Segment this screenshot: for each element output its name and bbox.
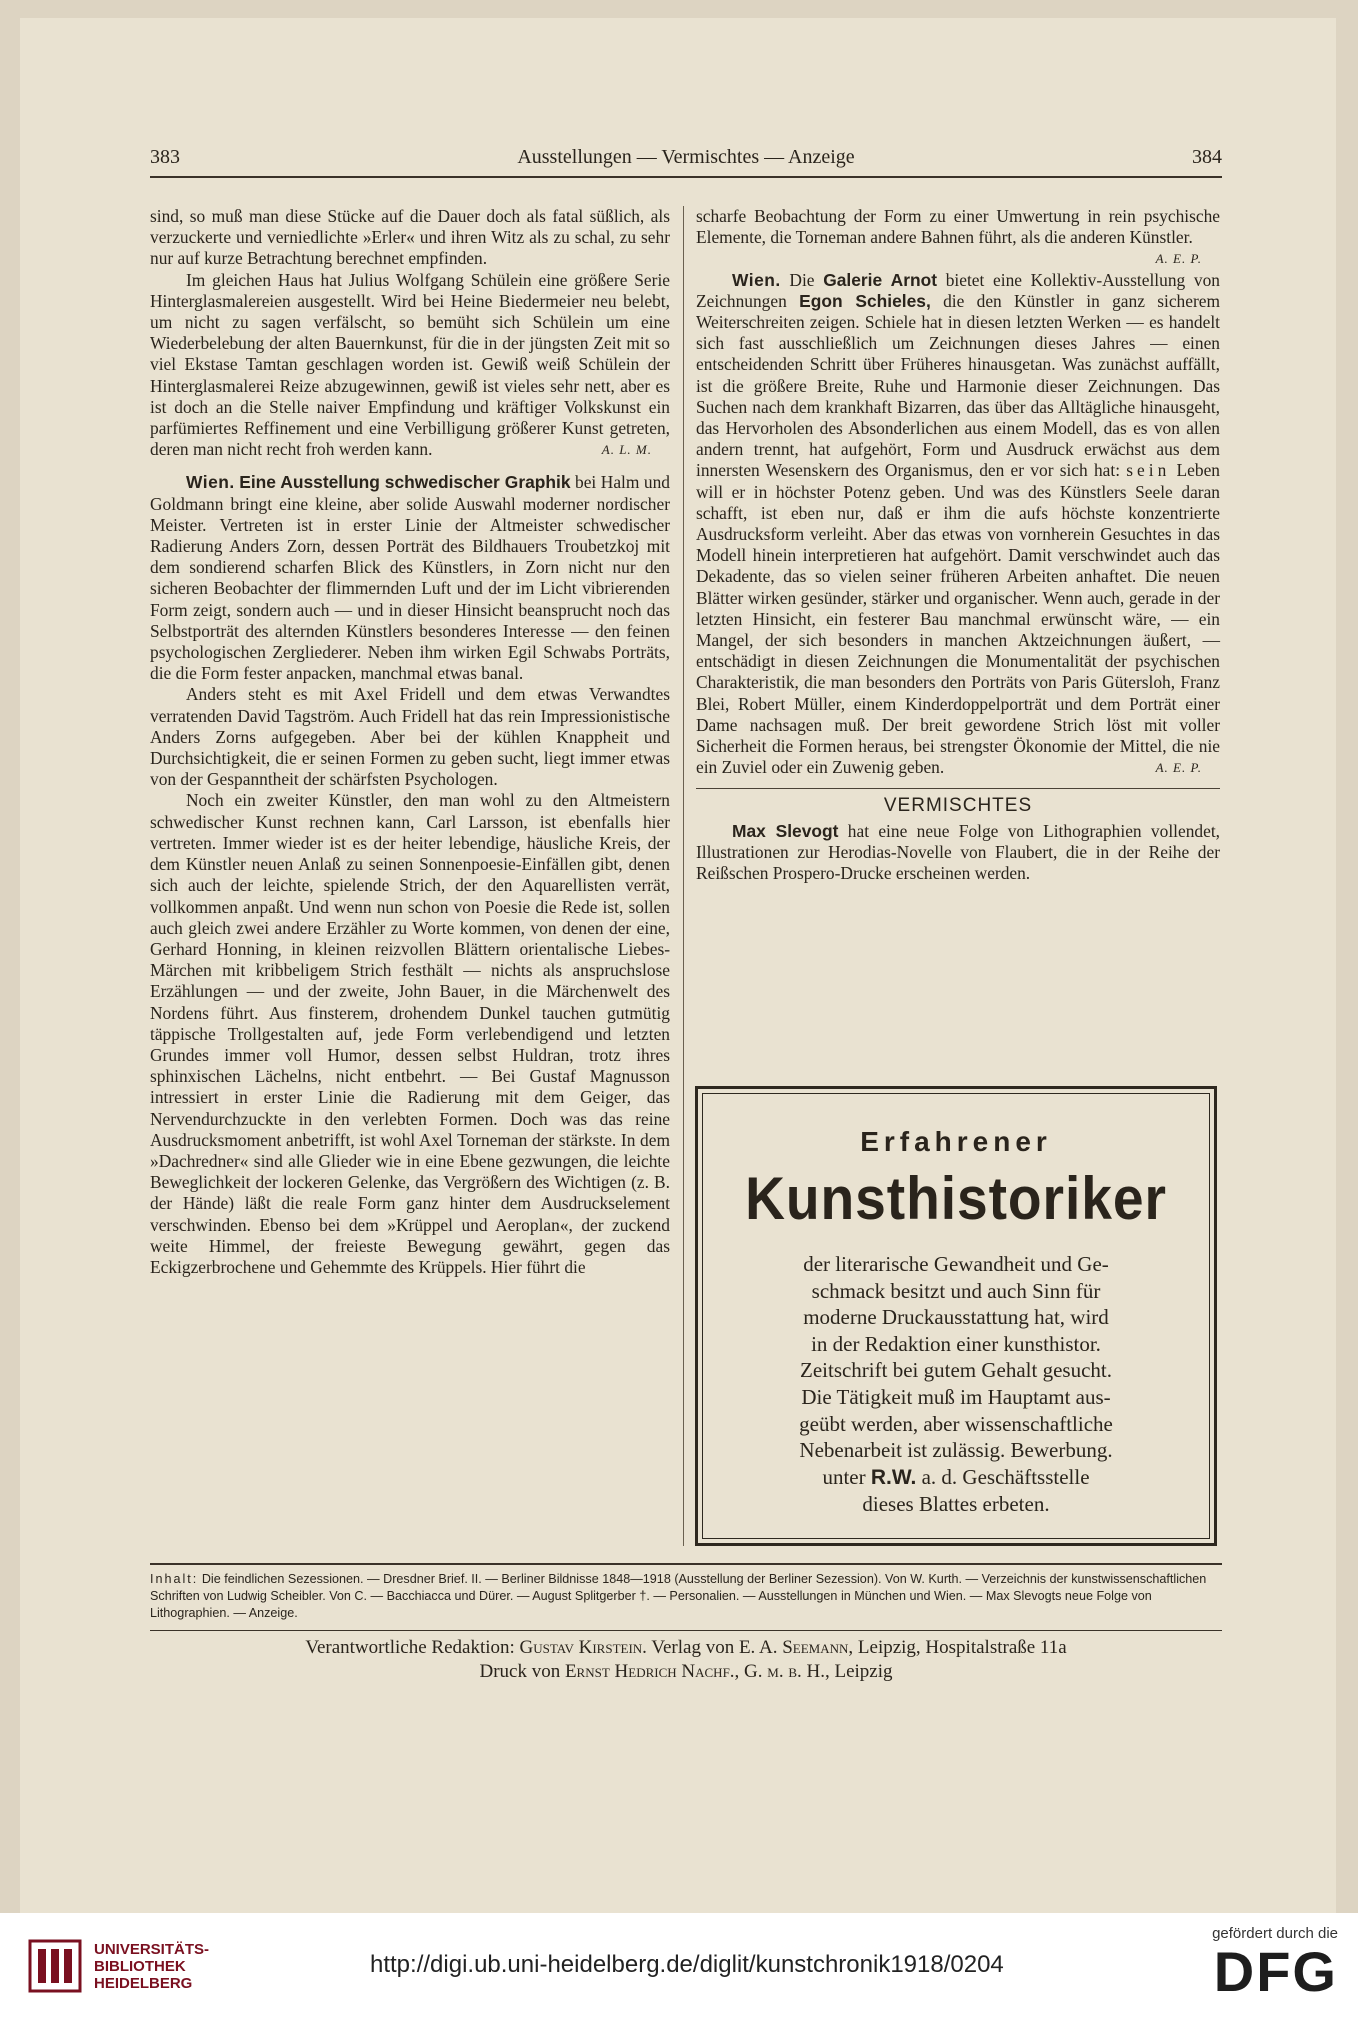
ad-line: der literarische Gewandheit und Ge-: [803, 1252, 1109, 1276]
artist-name: Max Slevogt: [732, 820, 839, 841]
table-of-contents: [150, 1563, 1222, 1622]
library-name: UNIVERSITÄTS- BIBLIOTHEK HEIDELBERG: [94, 1940, 210, 1992]
advertisement-inner-frame: [702, 1093, 1210, 1539]
publisher-name: E. A. Seemann,: [738, 1637, 854, 1658]
ad-line: Die Tätigkeit muß im Hauptamt aus-: [801, 1384, 1111, 1409]
artist-name: Egon Schieles,: [799, 290, 931, 311]
page-number-left: 383: [150, 146, 180, 168]
paragraph: Anders steht es mit Axel Fridell und dem etwas Verwandtes verratenden David Tagström. Auch Fridell hat das rein Impressionistische Anders Zorns aufgegeben. Aber bei der kühlen Knappheit und Durchsichtigkeit, die er seinen Formen zu geben sucht, liegt immer etwas von der Gespanntheit der schärfsten Psychologen.: [150, 684, 670, 790]
paragraph: Noch ein zweiter Künstler, den man wohl zu den Altmeistern schwedischer Kunst rechnen kann, Carl Larsson, ist ebenfalls hier vertreten. Immer wieder ist es der heiter lebendige, häusliche Kreis, der dem Künstler neuen Anlaß zu seinen Sonnenpoesie-Einfällen gibt, denen sich auch der leichte, spielende Strich, der den Aquarellisten verrät, vollkommen anpaßt. Und wenn nun schon von Poesie die Rede ist, sollen auch gleich zwei andere Erzähler zu Worte kommen, von denen der eine, Gerhard Honning, in kleinen reizvollen Blättern orientalische Liebes-Märchen mit kribbeligem Strich festhält — nichts als anspruchslose Erzählungen — und der zweite, John Bauer, in die Märchenwelt des Nordens führt. Aus finsterem, drohendem Dunkel tauchen gutmütig täppische Trollgestalten auf, jede Form verlebendigend und letzten Grundes immer voll Humor, dessen selbst Huldran, trotz ihres sphinxischen Lächelns, nicht entbehrt. — Bei Gustaf Magnusson intressiert in erster Linie die Radierung mit dem Geiger, das Nervendurchzuckte in den verlebten Formen. Doch was das reine Ausdrucksmoment anbetrifft, ist wohl Axel Torneman der stärkste. In dem »Dachredner« sind alle Glieder wie in eine Ebene gezwungen, die leichte Beweglichkeit der lockeren Gelenke, das Vergrößern des Wichtigen (z. B. der Hände) läßt die reale Form ganz hinter dem Ausdruckselement verschwinden. Ebenso bei dem »Krüppel und Aeroplan«, der zuckend weite Himmel, der freieste Bewegung gewährt, gegen das Eckigzerbrochene und Gehemmte des Krüppels. Hier führt die: [150, 790, 670, 1277]
advertisement-box: [695, 1086, 1217, 1546]
left-column: [150, 206, 670, 1278]
paragraph: Wien. Eine Ausstellung schwedischer Graphik bei Halm und Goldmann bringt eine kleine, aber solide Auswahl moderner nordischer Meister. Vertreten ist in erster Linie der Altmeister schwedischer Radierung Anders Zorn, dessen Porträt des Bildhauers Troubetzkoj mit dem sondierend scharfen Blick des Künstlers, in Zorn nicht nur den sicheren Beobachter der flimmernden Luft und der im Licht vibrierenden Form zeigt, sondern auch — und in dieser Hinsicht beansprucht noch das Selbstporträt des alternden Künstlers besonderes Interesse — den feinen psychologischen Zergliederer. Neben ihm wirken Egil Schwabs Porträts, die die Form fester anpacken, manchmal etwas banal.: [150, 472, 670, 684]
running-header: [150, 146, 1222, 176]
paragraph: Im gleichen Haus hat Julius Wolfgang Schülein eine größere Serie Hinterglasmalereien ausgestellt. Wird bei Heine Biedermeier neu belebt, um nicht zu sagen verfälscht, so bemüht sich Schülein um eine Wiederbelebung der alten Bauernkunst, für die in der jüngsten Zeit mit so viel Ekstase Tamtan geschlagen worden ist. Gewiß weiß Schülein der Hinterglasmalerei Reize abzugewinnen, gewiß ist vieles sehr nett, aber es ist doch an die Stelle naiver Empfindung und kräftiger Volkskunst ein parfümiertes Reffinement und eine Verbilligung größerer Kunst getreten, deren man nicht recht froh werden kann. A. L. M.: [150, 269, 670, 460]
paragraph: sind, so muß man diese Stücke auf die Dauer doch als fatal süßlich, als verzuckerte und verniedlichte »Erler« und ihren Witz als zu schal, zu sehr nur auf kurze Betrachtung berechnet empfinden.: [150, 206, 670, 269]
contents-label: Inhalt:: [150, 1572, 199, 1586]
editor-name: Gustav Kirstein.: [519, 1637, 647, 1658]
permalink-url[interactable]: http://digi.ub.uni-heidelberg.de/diglit/kunstchronik1918/0204: [370, 1951, 1004, 1978]
section-rule: [696, 788, 1220, 789]
running-title: Ausstellungen — Vermischtes — Anzeige: [517, 146, 855, 168]
author-signature: A. E. P.: [1155, 760, 1202, 776]
ad-headline-small: Erfahrener: [860, 1126, 1052, 1157]
ad-line: Nebenarbeit ist zulässig. Bewerbung.: [799, 1438, 1113, 1463]
printer-name: Ernst Hedrich Nachf., G. m. b. H.,: [564, 1661, 830, 1682]
ad-body: [756, 1251, 1156, 1518]
footer-rule: [150, 1630, 1222, 1631]
author-signature: A. L. M.: [601, 442, 652, 458]
funding-note: [1212, 1925, 1338, 2002]
ad-code: R.W.: [870, 1465, 917, 1489]
imprint-line: Verantwortliche Redaktion: Gustav Kirstein. Verlag von E. A. Seemann, Leipzig, Hospitalstraße 11a: [305, 1637, 1067, 1658]
dfg-logo[interactable]: DFG: [1213, 1940, 1338, 2003]
place-heading: Wien.: [186, 472, 235, 493]
gallery-name: Galerie Arnot: [823, 269, 938, 290]
paragraph: Max Slevogt hat eine neue Folge von Lithographien vollendet, Illustrationen zur Herodias-Novelle von Flaubert, die in der Reihe der Reißschen Prospero-Drucke erscheinen werden.: [696, 820, 1220, 884]
page-number-right: 384: [1192, 146, 1222, 168]
author-signature: A. E. P.: [1155, 251, 1202, 267]
ad-line: in der Redaktion einer kunsthistor.: [811, 1331, 1101, 1356]
imprint-line: Druck von Ernst Hedrich Nachf., G. m. b. H., Leipzig: [479, 1661, 893, 1682]
library-seal-icon: [26, 1935, 84, 1997]
ad-line: unter R.W. a. d. Geschäftsstelle: [822, 1464, 1090, 1489]
ad-line: geübt werden, aber wissenschaftliche: [799, 1411, 1113, 1436]
ad-line: dieses Blattes erbeten.: [862, 1492, 1050, 1517]
imprint: [150, 1636, 1222, 1684]
section-heading: VERMISCHTES: [883, 795, 1033, 817]
column-divider: [683, 206, 684, 1546]
right-column: [696, 206, 1220, 884]
ad-headline-large: Kunsthistoriker: [745, 1165, 1167, 1232]
contents-text: Die feindlichen Sezessionen. — Dresdner Brief. II. — Berliner Bildnisse 1848—1918 (Ausstellung der Berliner Sezession). Von W. Kurth. — Verzeichnis der kunstwissenschaftlichen Schriften von Ludwig Scheibler. Von C. — Bacchiacca und Dürer. — August Splitgerber †. — Personalien. — Ausstellungen in München und Wien. — Max Slevogts neue Folge von Lithographien. — Anzeige.: [150, 1572, 1207, 1620]
ad-line: schmack besitzt und auch Sinn für: [811, 1278, 1101, 1303]
header-rule: [150, 176, 1222, 178]
ad-line: moderne Druckausstattung hat, wird: [803, 1305, 1109, 1330]
digitization-footer: [0, 1913, 1358, 2019]
place-heading: Wien.: [732, 269, 781, 290]
article-title: Eine Ausstellung schwedischer Graphik: [239, 472, 571, 493]
ad-line: Zeitschrift bei gutem Gehalt gesucht.: [800, 1358, 1112, 1383]
paragraph: Wien. Die Galerie Arnot bietet eine Kollektiv-Ausstellung von Zeichnungen Egon Schieles, die den Künstler in ganz sicherem Weiterschreiten zeigen. Schiele hat in diesen letzten Werken — es handelt sich fast ausschließlich um Zeichnungen dieses Jahres — einen entscheidenden Schritt über Früheres hinausgetan. Was zunächst auffällt, ist die größere Breite, Ruhe und Harmonie dieser Zeichnungen. Das Suchen nach dem krankhaft Bizarren, das über das Alltägliche hinausgeht, das Hervorholen des Absonderlichen aus einem Modell, das es von allen andern trennt, hat aufgehört, Form und Ausdruck erwächst aus dem innersten Wesenskern des Organismus, den er vor sich hat: sein Leben will er in höchster Potenz geben. Und was des Künstlers Seele daran schafft, ist eben nur, daß er ihm die aufs höchste konzentrierte Ausdrucksform verleiht. Aber das etwas von vornherein Gesuchtes in das Modell hinein interpretieren hat aufgehört. Damit verschwindet auch das Dekadente, das so vielen seiner früheren Arbeiten anhaftet. Die neuen Blätter wirken gesünder, stärker und organischer. Wenn auch, gerade in der letzten Hinsicht, ein festerer Bau manchmal erwünscht wäre, — ein Mangel, der sich besonders in manchen Aktzeichnungen äußert, — entschädigt in diesen Zeichnungen die Monumentalität der psychischen Charakteristik, die man besonders den Porträts von Paris Gütersloh, Franz Blei, Robert Müller, einem Kinderdoppelporträt und dem Porträt einer Dame nachsagen muß. Der breit gewordene Strich löst mit voller Sicherheit die Formen heraus, bei strengster Ökonomie der Mittel, die nie ein Zuviel oder ein Zuwenig geben. A. E. P.: [696, 269, 1220, 778]
library-logo[interactable]: [26, 1935, 209, 1997]
funded-by-text: gefördert durch die: [1212, 1925, 1338, 1942]
paragraph: scharfe Beobachtung der Form zu einer Umwertung in rein psychische Elemente, die Torneman andere Bahnen führt, als die anderen Künstler. A. E. P.: [696, 206, 1220, 248]
